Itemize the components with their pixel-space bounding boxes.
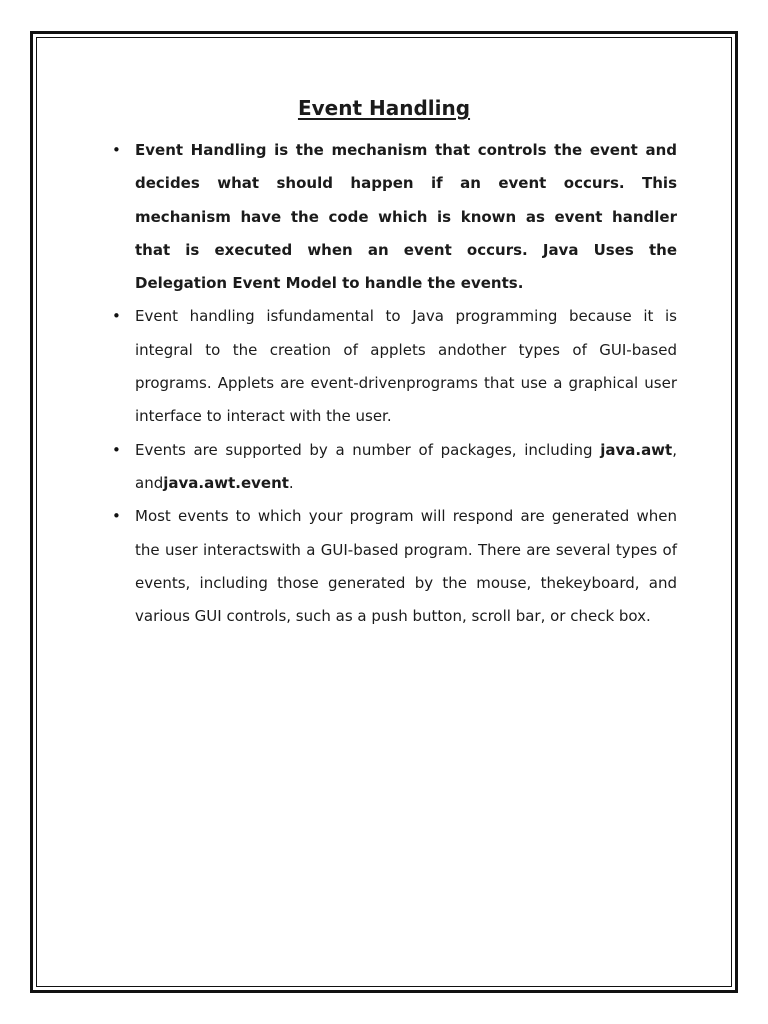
bullet-text-3-middle: , and — [135, 440, 677, 492]
bullet-dot-icon: • — [112, 440, 121, 459]
bullet-text-1: Event Handling is the mechanism that controls the event and decides what should happen if an event occurs. This mechanism have the code which is known as event handler that is executed when an event occurs. Java Uses the Delegation Event Model to handle the events. — [135, 141, 677, 293]
bullet-text-4: Most events to which your program will respond are generated when the user interactswith a GUI-based program. There are several types of events, including those generated by the mouse, thekeyboard, and various GUI controls, such as a push button, scroll bar, or check box. — [135, 507, 677, 626]
bullet-item-4 — [112, 500, 677, 633]
package-name-java-awt-event: java.awt.event — [163, 473, 289, 492]
bullet-item-1 — [112, 134, 677, 300]
bullet-dot-icon: • — [112, 141, 121, 159]
package-name-java-awt: java.awt — [600, 440, 673, 459]
bullet-dot-icon: • — [112, 507, 121, 526]
bullet-text-3-after: . — [288, 473, 294, 492]
bullet-text-3-before: Events are supported by a number of packages, including — [135, 440, 601, 459]
bullet-item-3 — [112, 434, 677, 501]
bullet-item-2 — [112, 300, 677, 433]
bullet-text-2: Event handling isfundamental to Java programming because it is integral to the creation of applets andother types of GUI-based programs. Applets are event-drivenprograms that use a graphical user interface to interact with the user. — [135, 307, 677, 426]
bullet-list — [0, 134, 768, 633]
bullet-dot-icon: • — [112, 307, 121, 326]
document-title: Event Handling — [297, 96, 471, 120]
